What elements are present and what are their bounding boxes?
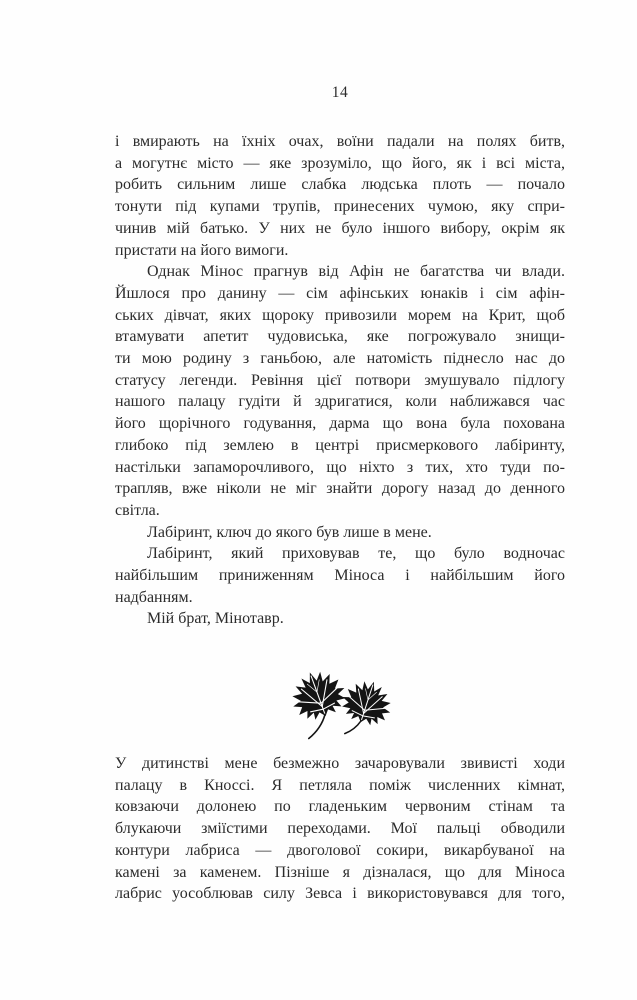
- two-leaves-ornament-icon: [282, 672, 398, 742]
- text-line: контури лабриса — двоголової сокири, викарбуваної на: [115, 841, 565, 859]
- text-line: пристати на його вимоги.: [115, 241, 289, 259]
- text-line: У дитинстві мене безмежно зачаровували звивисті ходи: [115, 755, 565, 772]
- text-line: надбанням.: [115, 588, 193, 606]
- text-line: Йшлося про данину — сім афінських юнаків і сім афін-: [115, 284, 565, 302]
- paragraph: [115, 261, 565, 521]
- text-line: чинив мій батько. У них не було іншого вибору, окрім як: [115, 219, 565, 237]
- paragraph: [115, 543, 565, 608]
- paragraph: [115, 522, 565, 544]
- text-line: настільки запаморочливого, що ніхто з тих, хто туди по-: [115, 458, 565, 476]
- text-line: Однак Мінос прагнув від Афін не багатства чи влади.: [147, 263, 565, 281]
- text-line: глибоко під землею в центрі присмеркового лабіринту,: [115, 436, 565, 454]
- paragraph: [115, 131, 565, 261]
- text-line: ковзаючи долонею по гладеньким червоним стінам та: [115, 798, 565, 816]
- text-line: а могутнє місто — яке зрозуміло, що його, як і всі міста,: [115, 154, 565, 172]
- text-line: і вмирають на їхніх очах, воїни падали на полях битв,: [115, 133, 565, 150]
- paragraph: [115, 753, 565, 905]
- text-line: статусу легенди. Ревіння цієї потвори змушувало підлогу: [115, 371, 565, 389]
- text-line: блукаючи зміїстими переходами. Мої пальці обводили: [115, 820, 565, 838]
- text-line: робить сильним лише слабка людська плоть — почало: [115, 176, 565, 194]
- text-line: втамувати апетит чудовиська, яке погрожувало знищи-: [115, 328, 565, 346]
- text-line: нашого палацу гудіти й здригатися, коли наближався час: [115, 393, 565, 411]
- text-line: його щорічного годування, дарма що вона була похована: [115, 415, 565, 433]
- text-line: палацу в Кноссі. Я петляла поміж численних кімнат,: [115, 776, 565, 794]
- text-line: світла.: [115, 501, 160, 519]
- text-block-bottom: [115, 753, 565, 905]
- page-number: 14: [331, 84, 349, 101]
- section-break-ornament: [115, 671, 565, 743]
- text-line: лабрис уособлював силу Зевса і використовувався для того,: [115, 885, 565, 903]
- text-line: найбільшим приниженням Міноса і найбільшим його: [115, 567, 565, 585]
- text-line: Лабіринт, який приховував те, що було водночас: [147, 545, 565, 563]
- paragraph: [115, 608, 565, 630]
- text-line: Мій брат, Мінотавр.: [147, 610, 284, 628]
- text-line: трапляв, вже ніколи не міг знайти дорогу назад до денного: [115, 480, 565, 498]
- text-line: ських дівчат, яких щороку привозили морем на Крит, щоб: [115, 306, 565, 324]
- text-line: камені за каменем. Пізніше я дізналася, що для Міноса: [115, 863, 565, 881]
- text-line: Лабіринт, ключ до якого був лише в мене.: [147, 523, 432, 541]
- text-line: ти мою родину з ганьбою, але натомість піднесло нас до: [115, 350, 565, 368]
- text-block-top: [115, 131, 565, 630]
- text-line: тонути під купами трупів, принесених чумою, яку спри-: [115, 198, 565, 216]
